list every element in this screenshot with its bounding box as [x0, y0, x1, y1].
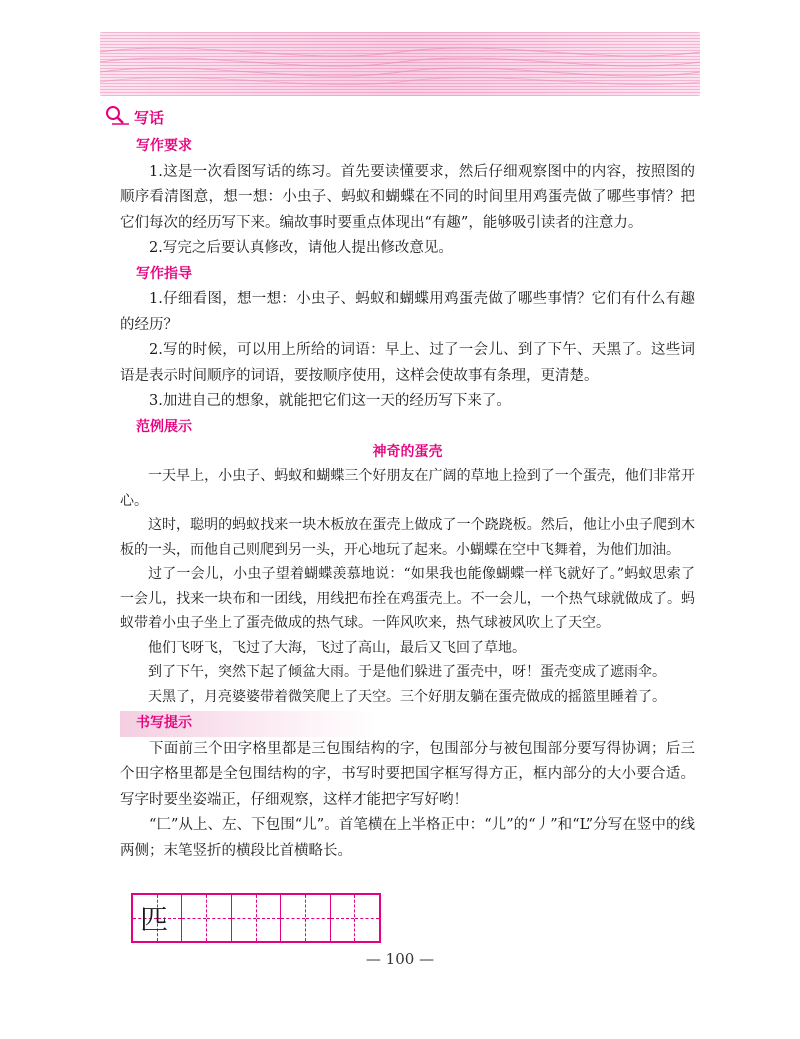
wave-pattern: [100, 32, 700, 96]
essay-paragraph: 天黑了，月亮婆婆带着微笑爬上了天空。三个好朋友躺在蛋壳做成的摇篮里睡着了。: [148, 688, 666, 705]
grid-cell: [182, 895, 207, 941]
essay-title: 神奇的蛋壳: [372, 444, 443, 460]
grid-cell: [331, 895, 356, 941]
guide-item: 2.写的时候，可以用上所给的词语：早上、过了一会儿、到了下午、天黑了。这些词语是表示时间顺序的词语，要按顺序使用，这样会使故事有条理，更清楚。: [120, 342, 695, 384]
requirement-item: 1.这是一次看图写话的练习。首先要读懂要求，然后仔细观察图中的内容，按照图的顺序看清图意，想一想：小虫子、蚂蚁和蝴蝶在不同的时间里用鸡蛋壳做了哪些事情？把它们每次的经历写下来。编故事时要重点体现出“有趣”，能够吸引读者的注意力。: [120, 163, 695, 231]
essay-body: [120, 464, 695, 709]
requirement-item: 2.写完之后要认真修改，请他人提出修改意见。: [149, 240, 453, 256]
essay-paragraph: 到了下午，突然下起了倾盆大雨。于是他们躲进了蛋壳中，呀！蛋壳变成了遮雨伞。: [148, 664, 666, 680]
page-number: — 100 —: [365, 950, 435, 968]
main-content: [120, 134, 695, 864]
section-header: [104, 104, 164, 130]
grid-cell: [257, 895, 282, 941]
grid-cell: [207, 895, 232, 941]
tips-paragraph: “匚”从上、左、下包围“儿”。首笔横在上半格正中：“儿”的“丿”和“L”分写在竖中的线两侧；末笔竖折的横段比首横略长。: [120, 817, 695, 859]
section-title: 写话: [134, 108, 165, 127]
essay-paragraph: 一天早上，小虫子、蚂蚁和蝴蝶三个好朋友在广阔的草地上捡到了一个蛋壳，他们非常开心。: [120, 468, 695, 509]
grid-character: 匹: [139, 903, 168, 936]
writing-tips-heading: 书写提示: [120, 711, 376, 737]
writing-guide-heading: 写作指导: [136, 265, 192, 282]
tianzige-grid: [131, 893, 381, 943]
essay-paragraph: 这时，聪明的蚂蚁找来一块木板放在蛋壳上做成了一个跷跷板。然后，他让小虫子爬到木板的一头，而他自己则爬到另一头，开心地玩了起来。小蝴蝶在空中飞舞着，为他们加油。: [120, 517, 695, 558]
grid-cell: [355, 895, 379, 941]
grid-cell: [232, 895, 257, 941]
page-header-decoration: [100, 32, 700, 96]
essay-paragraph: 过了一会儿，小虫子望着蝴蝶羡慕地说：“如果我也能像蝴蝶一样飞就好了。”蚂蚁思索了一会儿，找来一块布和一团线，用线把布拴在鸡蛋壳上。不一会儿，一个热气球就做成了。蚂蚁带着小虫子坐上了蛋壳做成的热气球。一阵风吹来，热气球被风吹上了天空。: [120, 566, 695, 631]
guide-item: 1.仔细看图，想一想：小虫子、蚂蚁和蝴蝶用鸡蛋壳做了哪些事情？它们有什么有趣的经历？: [120, 291, 695, 333]
guide-item: 3.加进自己的想象，就能把它们这一天的经历写下来了。: [149, 393, 511, 409]
magnifier-icon: [104, 104, 130, 130]
grid-cell: [306, 895, 331, 941]
example-heading: 范例展示: [136, 418, 192, 435]
writing-requirements-heading: 写作要求: [136, 138, 192, 154]
grid-cell: [281, 895, 306, 941]
essay-paragraph: 他们飞呀飞，飞过了大海，飞过了高山，最后又飞回了草地。: [148, 639, 526, 656]
tips-paragraph: 下面前三个田字格里都是三包围结构的字，包围部分与被包围部分要写得协调；后三个田字格里都是全包围结构的字，书写时要把国字框写得方正，框内部分的大小要合适。写字时要坐姿端正，仔细观察，这样才能把字写好哟！: [120, 740, 695, 808]
